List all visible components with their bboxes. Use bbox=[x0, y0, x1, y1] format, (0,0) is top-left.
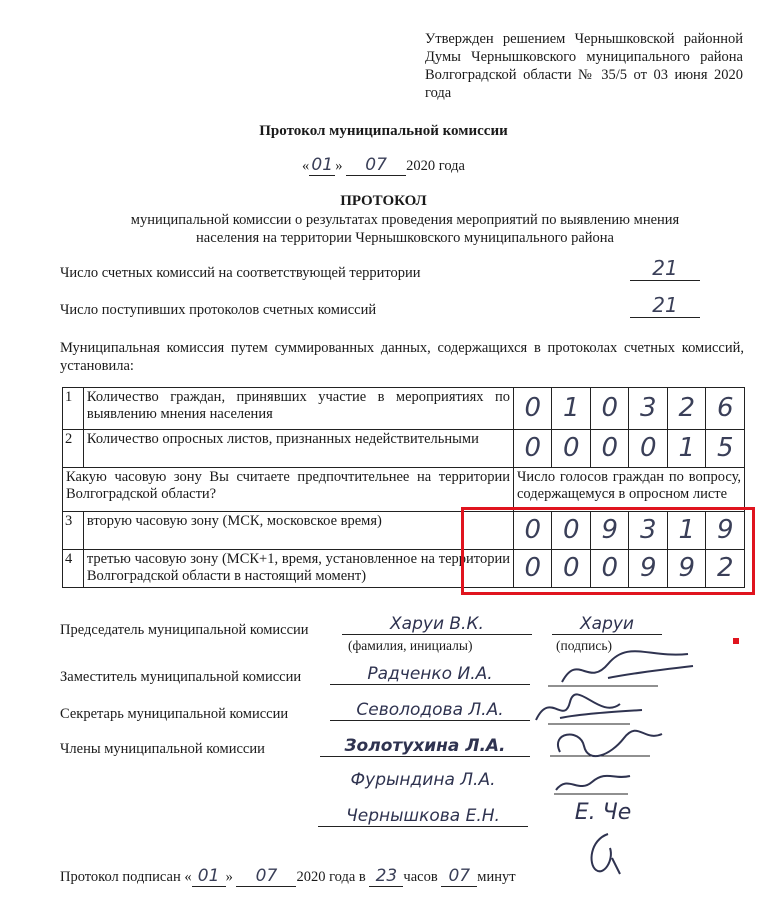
signed-line bbox=[60, 866, 516, 887]
digit-cell: 1 bbox=[552, 388, 591, 430]
table-row bbox=[63, 430, 745, 468]
question-row bbox=[63, 468, 745, 512]
deputy-name: Радченко И.А. bbox=[330, 664, 530, 685]
digit-cell: 1 bbox=[667, 512, 706, 550]
highlight-dot bbox=[733, 638, 739, 644]
member-signature bbox=[540, 722, 665, 764]
signed-hours: 23 bbox=[369, 866, 403, 887]
highlight-box bbox=[461, 507, 755, 595]
chair-signature: Харуи bbox=[552, 614, 662, 635]
signed-close-quote: » bbox=[225, 869, 233, 885]
option-label: третью часовую зону (МСК+1, время, установленное на территории Волгоградской области в настоящий момент) bbox=[83, 550, 513, 588]
digit-cell: 1 bbox=[667, 430, 706, 468]
initial-mark bbox=[586, 830, 626, 876]
digit-cell: 9 bbox=[706, 512, 745, 550]
member-signature bbox=[548, 768, 638, 800]
date-year: 2020 года bbox=[406, 158, 465, 174]
digit-cell: 2 bbox=[667, 388, 706, 430]
digit-cell: 3 bbox=[629, 512, 668, 550]
hours-word: часов bbox=[403, 869, 438, 885]
chair-name: Харуи В.К. bbox=[342, 614, 532, 635]
digit-cell: 0 bbox=[513, 512, 552, 550]
minutes-word: минут bbox=[477, 869, 516, 885]
digit-cell: 0 bbox=[629, 430, 668, 468]
table-row bbox=[63, 388, 745, 430]
row-label: Количество граждан, принявших участие в мероприятиях по выявлению мнения населения bbox=[83, 388, 513, 430]
date-open-quote: « bbox=[302, 158, 310, 174]
digit-cell: 9 bbox=[667, 550, 706, 588]
member-name: Фурындина Л.А. bbox=[350, 770, 496, 790]
signed-prefix: Протокол подписан « bbox=[60, 869, 192, 885]
row-number: 4 bbox=[63, 550, 84, 588]
votes-header: Число голосов граждан по вопросу, содержащемуся в опросном листе bbox=[513, 468, 744, 512]
digit-cell: 0 bbox=[590, 430, 629, 468]
signed-month: 07 bbox=[236, 866, 296, 887]
member-signature-text: Е. Че bbox=[574, 800, 632, 825]
name-caption: (фамилия, инициалы) bbox=[348, 638, 473, 653]
date-day: 01 bbox=[309, 155, 335, 176]
digit-cell: 0 bbox=[590, 388, 629, 430]
signed-minutes: 07 bbox=[441, 866, 477, 887]
count-protocols-value: 21 bbox=[630, 293, 700, 318]
member-name: Золотухина Л.А. bbox=[320, 736, 530, 757]
member-name: Чернышкова Е.Н. bbox=[318, 806, 528, 827]
signed-year: 2020 года в bbox=[296, 869, 366, 885]
protocol-commission-title: Протокол муниципальной комиссии bbox=[259, 123, 508, 139]
digit-cell: 2 bbox=[706, 550, 745, 588]
digit-cell: 9 bbox=[590, 512, 629, 550]
date-close-quote: » bbox=[335, 158, 343, 174]
row-number: 3 bbox=[63, 512, 84, 550]
digit-cell: 0 bbox=[513, 550, 552, 588]
digit-cell: 0 bbox=[552, 430, 591, 468]
secretary-label: Секретарь муниципальной комиссии bbox=[60, 706, 289, 722]
document-date bbox=[0, 155, 767, 176]
count-commissions-label: Число счетных комиссий на соответствующей территории bbox=[60, 265, 421, 281]
members-label: Члены муниципальной комиссии bbox=[60, 741, 265, 757]
count-protocols-label: Число поступивших протоколов счетных комиссий bbox=[60, 302, 377, 318]
row-number: 1 bbox=[63, 388, 84, 430]
intro-paragraph: Муниципальная комиссия путем суммированных данных, содержащихся в протоколах счетных комиссий, установила: bbox=[60, 340, 744, 374]
digit-cell: 0 bbox=[590, 550, 629, 588]
count-commissions-value: 21 bbox=[630, 256, 700, 281]
approval-note: Утвержден решением Чернышковской районной Думы Чернышковского муниципального района Волгоградской области № 35/5 от 03 июня 2020 года bbox=[425, 31, 743, 101]
digit-cell: 6 bbox=[706, 388, 745, 430]
subtitle: муниципальной комиссии о результатах проведения мероприятий по выявлению мнения населения на территории Чернышковского муниципального района bbox=[130, 212, 680, 246]
digit-cell: 5 bbox=[706, 430, 745, 468]
digit-cell: 0 bbox=[552, 550, 591, 588]
row-label: Количество опросных листов, признанных недействительными bbox=[83, 430, 513, 468]
secretary-name: Севолодова Л.А. bbox=[330, 700, 530, 721]
deputy-signature bbox=[548, 648, 698, 690]
date-month: 07 bbox=[346, 155, 406, 176]
digit-cell: 9 bbox=[629, 550, 668, 588]
digit-cell: 3 bbox=[629, 388, 668, 430]
digit-cell: 0 bbox=[552, 512, 591, 550]
option-label: вторую часовую зону (МСК, московское время) bbox=[83, 512, 513, 550]
digit-cell: 0 bbox=[513, 430, 552, 468]
deputy-label: Заместитель муниципальной комиссии bbox=[60, 669, 302, 685]
chair-label: Председатель муниципальной комиссии bbox=[60, 622, 309, 638]
signed-day: 01 bbox=[192, 866, 226, 887]
signature-caption: (подпись) bbox=[556, 638, 613, 653]
digit-cell: 0 bbox=[513, 388, 552, 430]
main-title: ПРОТОКОЛ bbox=[340, 193, 427, 209]
row-number: 2 bbox=[63, 430, 84, 468]
question-label: Какую часовую зону Вы считаете предпочтительнее на территории Волгоградской области? bbox=[63, 468, 514, 512]
